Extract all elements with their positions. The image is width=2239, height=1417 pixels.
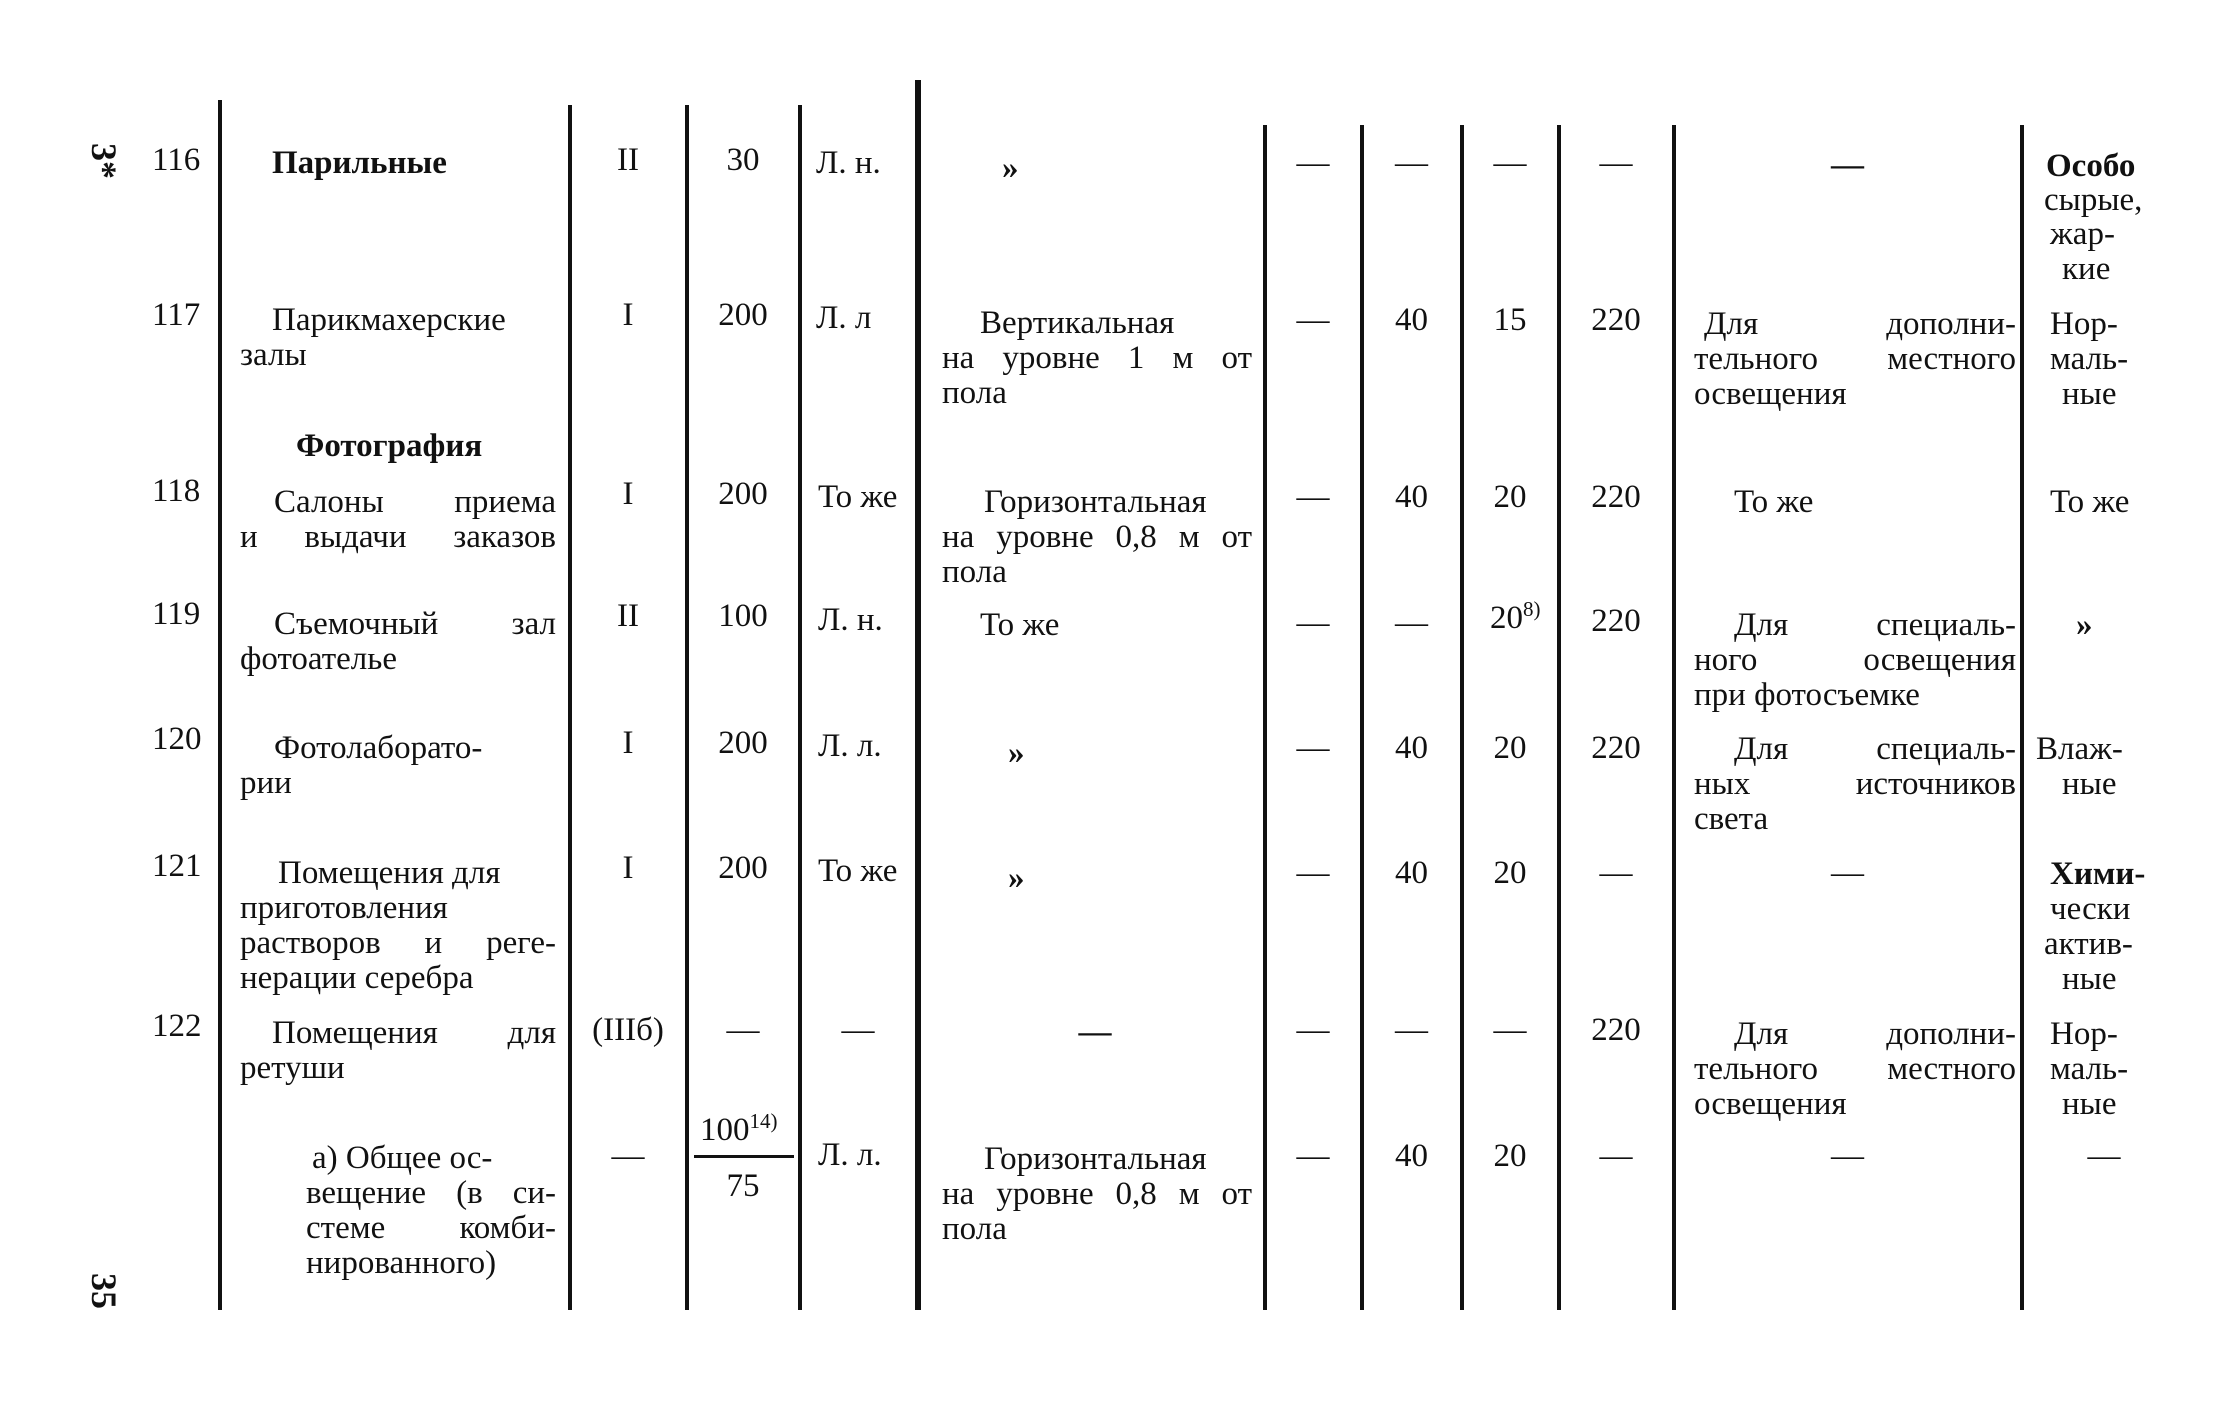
col10: 220 bbox=[1591, 603, 1641, 639]
environment-line: Нор- bbox=[2050, 306, 2118, 342]
room-name: растворов и реге- bbox=[240, 925, 556, 961]
col10: — bbox=[1599, 855, 1633, 891]
col7: — bbox=[1296, 479, 1330, 515]
row-number: 118 bbox=[152, 473, 201, 509]
work-plane: пола bbox=[942, 375, 1007, 411]
footnote-ref: 14) bbox=[749, 1109, 778, 1133]
note: То же bbox=[1734, 484, 1814, 520]
work-plane: на уровне 0,8 м от bbox=[942, 519, 1252, 555]
room-name: нерации серебра bbox=[240, 960, 474, 996]
work-plane: — bbox=[1078, 1014, 1112, 1050]
col9: 20 bbox=[1493, 1138, 1527, 1174]
illuminance: 100 bbox=[718, 598, 768, 634]
col9: 15 bbox=[1493, 302, 1527, 338]
column-rule bbox=[798, 105, 802, 1310]
note: — bbox=[1831, 147, 1864, 183]
col8: 40 bbox=[1395, 730, 1428, 766]
category: I bbox=[622, 850, 634, 886]
room-name: Салоны приема bbox=[274, 484, 556, 520]
col9 bbox=[1490, 597, 1541, 637]
environment-line: То же bbox=[2050, 484, 2130, 520]
col10: 220 bbox=[1591, 302, 1641, 338]
room-name: Парикмахерские bbox=[272, 302, 506, 338]
margin-signature-mark: 3* bbox=[84, 143, 124, 179]
lamp-type: Л. н. bbox=[816, 145, 881, 181]
room-name: залы bbox=[240, 337, 307, 373]
environment-line: ные bbox=[2062, 961, 2117, 997]
lamp-type: Л. л. bbox=[818, 728, 882, 764]
col7: — bbox=[1296, 855, 1330, 891]
col7: — bbox=[1296, 302, 1330, 338]
col7: — bbox=[1296, 1138, 1330, 1174]
margin-page-number: 35 bbox=[84, 1273, 124, 1309]
col9: 20 bbox=[1493, 730, 1527, 766]
col8: 40 bbox=[1395, 855, 1428, 891]
room-name: фотоателье bbox=[240, 641, 397, 677]
illuminance: 200 bbox=[718, 725, 768, 761]
room-name: Парильные bbox=[272, 145, 447, 181]
col8: 40 bbox=[1395, 302, 1428, 338]
work-plane: Горизонтальная bbox=[984, 484, 1207, 520]
column-rule bbox=[1672, 125, 1676, 1310]
col8: — bbox=[1395, 1012, 1428, 1048]
environment-line: чески bbox=[2050, 891, 2131, 927]
work-plane: То же bbox=[980, 607, 1060, 643]
work-plane: пола bbox=[942, 1211, 1007, 1247]
work-plane: на уровне 0,8 м от bbox=[942, 1176, 1252, 1212]
room-name: нированного) bbox=[306, 1245, 497, 1281]
environment-line: » bbox=[2076, 607, 2093, 643]
environment-line: Особо bbox=[2046, 148, 2136, 184]
note: Для дополни- bbox=[1704, 306, 2016, 342]
note: ного освещения bbox=[1694, 642, 2016, 678]
note: при фотосъемке bbox=[1694, 677, 1920, 713]
note: Для специаль- bbox=[1734, 607, 2016, 643]
col9: — bbox=[1493, 1012, 1527, 1048]
room-name: рии bbox=[240, 765, 292, 801]
environment-line: Влаж- bbox=[2036, 731, 2123, 767]
work-plane: » bbox=[1002, 150, 1019, 186]
environment-line: Хими- bbox=[2050, 856, 2146, 892]
environment-line: актив- bbox=[2044, 926, 2133, 962]
work-plane: на уровне 1 м от bbox=[942, 340, 1252, 376]
room-name: ретуши bbox=[240, 1050, 345, 1086]
room-name: вещение (в си- bbox=[306, 1175, 556, 1211]
illuminance-value: 100 bbox=[700, 1112, 750, 1148]
room-name: приготовления bbox=[240, 890, 448, 926]
illuminance: — bbox=[726, 1012, 760, 1048]
room-name: Фотолаборато- bbox=[274, 730, 483, 766]
row-number: 117 bbox=[152, 297, 201, 333]
col10: 220 bbox=[1591, 730, 1641, 766]
category: II bbox=[617, 598, 639, 634]
col8: 40 bbox=[1395, 479, 1428, 515]
col7: — bbox=[1296, 145, 1330, 181]
environment-line: Нор- bbox=[2050, 1016, 2118, 1052]
row-number: 119 bbox=[152, 596, 201, 632]
col7: — bbox=[1296, 730, 1330, 766]
section-heading: Фотография bbox=[296, 428, 483, 464]
col10: — bbox=[1599, 1138, 1633, 1174]
room-name: Помещения для bbox=[272, 1015, 556, 1051]
lamp-type: Л. н. bbox=[818, 602, 883, 638]
environment-line: — bbox=[2087, 1138, 2121, 1174]
note: тельного местного bbox=[1694, 341, 2016, 377]
environment-line: ные bbox=[2062, 376, 2117, 412]
note: — bbox=[1831, 855, 1864, 891]
category: — bbox=[611, 1138, 645, 1174]
fraction-line bbox=[694, 1155, 794, 1158]
category: I bbox=[622, 476, 634, 512]
work-plane: пола bbox=[942, 554, 1007, 590]
room-name: а) Общее ос- bbox=[312, 1140, 493, 1176]
column-rule bbox=[915, 80, 921, 1310]
col9-value: 20 bbox=[1490, 600, 1523, 636]
illuminance: 200 bbox=[718, 297, 768, 333]
room-name: и выдачи заказов bbox=[240, 519, 556, 555]
lamp-type: То же bbox=[818, 479, 898, 515]
illuminance: 200 bbox=[718, 850, 768, 886]
row-number: 116 bbox=[152, 142, 201, 178]
environment-line: сырые, bbox=[2044, 182, 2143, 218]
footnote-ref: 8) bbox=[1523, 597, 1541, 621]
col8: 40 bbox=[1395, 1138, 1428, 1174]
environment-line: ные bbox=[2062, 1086, 2117, 1122]
column-rule bbox=[568, 105, 572, 1310]
environment-line: ные bbox=[2062, 766, 2117, 802]
lamp-type: — bbox=[841, 1012, 875, 1048]
note: света bbox=[1694, 801, 1769, 837]
environment-line: кие bbox=[2062, 251, 2111, 287]
col10: 220 bbox=[1591, 1012, 1641, 1048]
room-name: Помещения для bbox=[278, 855, 501, 891]
note: освещения bbox=[1694, 1086, 1847, 1122]
environment-line: маль- bbox=[2050, 1051, 2129, 1087]
work-plane: » bbox=[1008, 860, 1025, 896]
row-number: 120 bbox=[152, 721, 202, 757]
work-plane: Горизонтальная bbox=[984, 1141, 1207, 1177]
note: тельного местного bbox=[1694, 1051, 2016, 1087]
col9: 20 bbox=[1493, 855, 1527, 891]
row-number: 122 bbox=[152, 1008, 202, 1044]
col8: — bbox=[1395, 145, 1428, 181]
col10: — bbox=[1599, 145, 1633, 181]
col7: — bbox=[1296, 1012, 1330, 1048]
lamp-type: Л. л. bbox=[818, 1137, 882, 1173]
note: освещения bbox=[1694, 376, 1847, 412]
note: Для дополни- bbox=[1734, 1016, 2016, 1052]
column-rule bbox=[685, 105, 689, 1310]
col10: 220 bbox=[1591, 479, 1641, 515]
lamp-type: То же bbox=[818, 853, 898, 889]
category: (IIIб) bbox=[592, 1012, 664, 1048]
room-name: стеме комби- bbox=[306, 1210, 556, 1246]
lamp-type: Л. л bbox=[816, 300, 872, 336]
illuminance: 30 bbox=[726, 142, 760, 178]
col7: — bbox=[1296, 605, 1330, 641]
category: I bbox=[622, 725, 634, 761]
work-plane: Вертикальная bbox=[980, 305, 1175, 341]
illuminance: 200 bbox=[718, 476, 768, 512]
illuminance-numerator bbox=[700, 1109, 778, 1149]
col9: — bbox=[1493, 145, 1527, 181]
column-rule bbox=[2020, 125, 2024, 1310]
row-number: 121 bbox=[152, 848, 202, 884]
note: — bbox=[1831, 1138, 1864, 1174]
environment-line: маль- bbox=[2050, 341, 2129, 377]
column-rule bbox=[218, 100, 222, 1310]
environment-line: жар- bbox=[2050, 216, 2115, 252]
illuminance-denominator: 75 bbox=[726, 1168, 760, 1204]
col8: — bbox=[1395, 605, 1428, 641]
note: ных источников bbox=[1694, 766, 2016, 802]
category: I bbox=[622, 297, 634, 333]
room-name: Съемочный зал bbox=[274, 606, 556, 642]
note: Для специаль- bbox=[1734, 731, 2016, 767]
work-plane: » bbox=[1008, 735, 1025, 771]
col9: 20 bbox=[1493, 479, 1527, 515]
category: II bbox=[617, 142, 639, 178]
